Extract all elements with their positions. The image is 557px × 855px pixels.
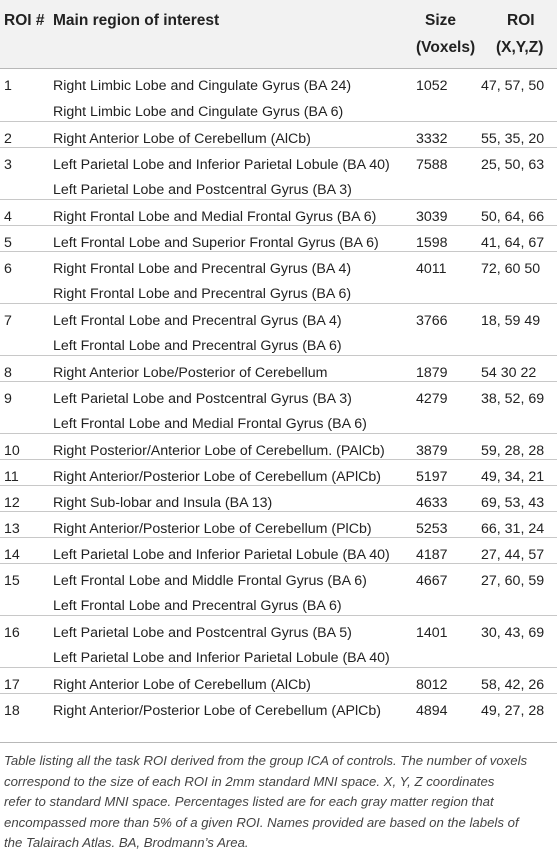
roi-number-cell: 1 (4, 78, 12, 94)
table-row (0, 589, 557, 615)
roi-coords-cell: 72, 60 50 (481, 261, 541, 277)
roi-coords-cell: 41, 64, 67 (481, 235, 545, 251)
table-row (0, 485, 557, 512)
region-cell: Right Anterior/Posterior Lobe of Cerebellum (APlCb) (53, 703, 382, 719)
size-cell: 8012 (416, 677, 448, 693)
table-row (0, 433, 557, 460)
region-cell: Right Anterior/Posterior Lobe of Cerebellum (APlCb) (53, 469, 382, 485)
caption-line: refer to standard MNI space. Percentages listed are for each gray matter region that (4, 794, 494, 809)
roi-number-cell: 8 (4, 365, 12, 381)
region-cell: Left Parietal Lobe and Postcentral Gyrus (BA 3) (53, 391, 352, 407)
table-row (0, 277, 557, 303)
table-row (0, 147, 557, 174)
roi-coords-cell: 49, 27, 28 (481, 703, 545, 719)
roi-number-cell: 14 (4, 547, 20, 563)
table-row (0, 511, 557, 538)
header-size: Size (425, 12, 457, 29)
table-bottom-rule (0, 742, 557, 743)
region-cell: Right Limbic Lobe and Cingulate Gyrus (BA 24) (53, 78, 352, 94)
size-cell: 3766 (416, 313, 448, 329)
table-row (0, 95, 557, 121)
header-roi-coords: (X,Y,Z) (496, 39, 544, 56)
roi-number-cell: 6 (4, 261, 12, 277)
roi-coords-cell: 55, 35, 20 (481, 131, 545, 147)
roi-coords-cell: 27, 44, 57 (481, 547, 545, 563)
roi-number-cell: 4 (4, 209, 12, 225)
table-row (0, 537, 557, 564)
roi-coords-cell: 50, 64, 66 (481, 209, 545, 225)
roi-number-cell: 5 (4, 235, 12, 251)
size-cell: 4633 (416, 495, 448, 511)
size-cell: 4279 (416, 391, 448, 407)
table-row (0, 693, 557, 720)
table-row (0, 69, 557, 95)
header-size-unit: (Voxels) (416, 39, 476, 56)
roi-number-cell: 12 (4, 495, 20, 511)
table-row (0, 225, 557, 252)
table-row (0, 407, 557, 433)
table-row (0, 199, 557, 226)
size-cell: 4187 (416, 547, 448, 563)
roi-coords-cell: 30, 43, 69 (481, 625, 545, 641)
roi-number-cell: 17 (4, 677, 20, 693)
table-row (0, 381, 557, 408)
roi-coords-cell: 38, 52, 69 (481, 391, 545, 407)
table-row (0, 121, 557, 148)
table-row (0, 563, 557, 590)
roi-number-cell: 18 (4, 703, 20, 719)
roi-coords-cell: 66, 31, 24 (481, 521, 545, 537)
region-cell: Right Anterior Lobe/Posterior of Cerebellum (53, 365, 328, 381)
region-cell: Left Frontal Lobe and Precentral Gyrus (BA 4) (53, 313, 342, 329)
roi-coords-cell: 18, 59 49 (481, 313, 541, 329)
caption-line: correspond to the size of each ROI in 2mm standard MNI space. X, Y, Z coordinates (4, 773, 495, 789)
caption-line: Table listing all the task ROI derived from the group ICA of controls. The number of voxels (4, 753, 528, 768)
roi-coords-cell: 49, 34, 21 (481, 469, 545, 485)
table-row (0, 459, 557, 486)
size-cell: 3039 (416, 209, 448, 225)
caption-line: encompassed more than 5% of a given ROI. Names provided are based on the labels of (4, 814, 519, 830)
region-cell: Right Limbic Lobe and Cingulate Gyrus (BA 6) (53, 104, 344, 120)
table-row (0, 329, 557, 355)
size-cell: 5253 (416, 521, 448, 537)
table-row (0, 667, 557, 694)
region-cell: Left Frontal Lobe and Precentral Gyrus (BA 6) (53, 338, 342, 354)
size-cell: 7588 (416, 157, 448, 173)
roi-coords-cell: 47, 57, 50 (481, 78, 545, 94)
roi-coords-cell: 54 30 22 (481, 365, 537, 381)
region-cell: Right Posterior/Anterior Lobe of Cerebellum. (PAlCb) (53, 443, 385, 459)
roi-number-cell: 16 (4, 625, 20, 641)
region-cell: Left Parietal Lobe and Inferior Parietal Lobule (BA 40) (53, 650, 390, 666)
region-cell: Left Parietal Lobe and Inferior Parietal Lobule (BA 40) (53, 547, 390, 563)
table-header (0, 0, 557, 69)
roi-number-cell: 9 (4, 391, 12, 407)
table-row (0, 251, 557, 278)
roi-coords-cell: 69, 53, 43 (481, 495, 545, 511)
header-main-region: Main region of interest (53, 12, 220, 29)
table-row (0, 303, 557, 330)
table-row (0, 615, 557, 642)
region-cell: Left Frontal Lobe and Middle Frontal Gyrus (BA 6) (53, 573, 367, 589)
table-row (0, 355, 557, 382)
size-cell: 1598 (416, 235, 448, 251)
size-cell: 3879 (416, 443, 448, 459)
roi-number-cell: 2 (4, 131, 12, 147)
size-cell: 1879 (416, 365, 448, 381)
table-caption (4, 751, 553, 854)
header-roi-number: ROI # (4, 12, 45, 29)
region-cell: Right Frontal Lobe and Precentral Gyrus (BA 4) (53, 261, 352, 277)
region-cell: Left Frontal Lobe and Precentral Gyrus (BA 6) (53, 598, 342, 614)
roi-number-cell: 7 (4, 313, 12, 329)
region-cell: Right Frontal Lobe and Precentral Gyrus (BA 6) (53, 286, 352, 302)
table-row (0, 173, 557, 199)
roi-number-cell: 3 (4, 157, 12, 173)
roi-coords-cell: 25, 50, 63 (481, 157, 545, 173)
size-cell: 5197 (416, 469, 448, 485)
size-cell: 4894 (416, 703, 448, 719)
size-cell: 4011 (416, 261, 447, 277)
region-cell: Left Frontal Lobe and Medial Frontal Gyrus (BA 6) (53, 416, 367, 432)
region-cell: Left Frontal Lobe and Superior Frontal Gyrus (BA 6) (53, 235, 379, 251)
roi-coords-cell: 59, 28, 28 (481, 443, 545, 459)
region-cell: Right Sub-lobar and Insula (BA 13) (53, 495, 273, 511)
size-cell: 3332 (416, 131, 448, 147)
caption-line: the Talairach Atlas. BA, Brodmann’s Area. (4, 835, 249, 850)
header-roi: ROI (507, 12, 535, 29)
roi-number-cell: 15 (4, 573, 20, 589)
region-cell: Right Anterior Lobe of Cerebellum (AlCb) (53, 131, 311, 147)
table-row (0, 641, 557, 667)
size-cell: 4667 (416, 573, 448, 589)
roi-number-cell: 11 (4, 469, 19, 485)
region-cell: Left Parietal Lobe and Postcentral Gyrus (BA 5) (53, 625, 352, 641)
region-cell: Left Parietal Lobe and Inferior Parietal Lobule (BA 40) (53, 157, 390, 173)
region-cell: Right Anterior Lobe of Cerebellum (AlCb) (53, 677, 311, 693)
size-cell: 1401 (416, 625, 448, 641)
roi-number-cell: 10 (4, 443, 20, 459)
region-cell: Left Parietal Lobe and Postcentral Gyrus (BA 3) (53, 182, 352, 198)
roi-coords-cell: 27, 60, 59 (481, 573, 545, 589)
roi-number-cell: 13 (4, 521, 20, 537)
size-cell: 1052 (416, 78, 448, 94)
region-cell: Right Anterior/Posterior Lobe of Cerebellum (PlCb) (53, 521, 372, 537)
region-cell: Right Frontal Lobe and Medial Frontal Gyrus (BA 6) (53, 209, 377, 225)
roi-coords-cell: 58, 42, 26 (481, 677, 545, 693)
